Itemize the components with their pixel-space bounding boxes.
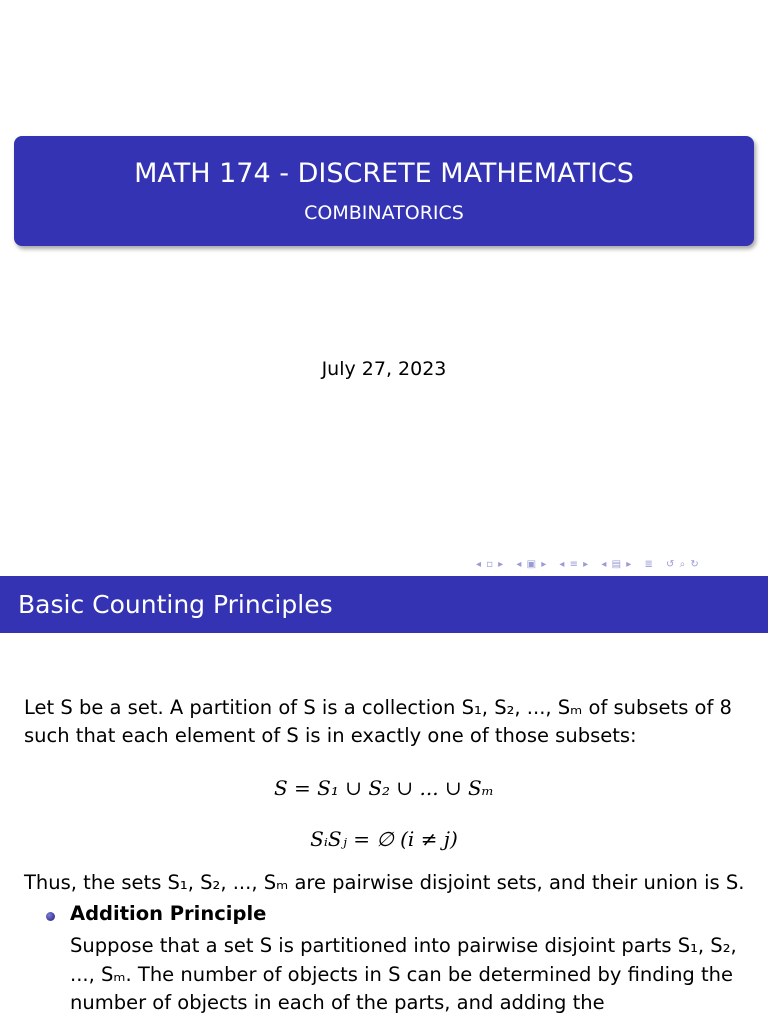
nav-section-icon[interactable]: ◂ ▤ ▸	[601, 559, 633, 570]
disjoint-equation: SᵢSⱼ = ∅ (i ≠ j)	[310, 827, 458, 851]
bullet-icon	[46, 912, 55, 921]
intro-line-2: such that each element of S is in exactly one of those subsets:	[24, 724, 637, 747]
nav-prev-icon[interactable]: ◂ ▫ ▸	[476, 559, 505, 570]
beamer-navigation	[476, 559, 766, 575]
nav-frame-icon[interactable]: ◂ ▣ ▸	[516, 559, 548, 570]
topic-subtitle: COMBINATORICS	[304, 202, 464, 224]
addition-principle-text: Suppose that a set S is partitioned into pairwise disjoint parts S₁, S₂, ..., Sₘ. The number of objects in S can be determined by finding the number of objects in each of the parts, and adding the	[70, 934, 737, 1014]
partition-equation: S = S₁ ∪ S₂ ∪ ... ∪ Sₘ	[273, 776, 495, 800]
course-title: MATH 174 - DISCRETE MATHEMATICS	[134, 158, 634, 189]
title-box	[14, 136, 754, 246]
addition-principle-heading: Addition Principle	[70, 902, 267, 925]
frame-title-bar	[0, 576, 768, 633]
nav-subsection-icon[interactable]: ◂ ≡ ▸	[559, 559, 590, 570]
nav-align-icon[interactable]: ≣	[644, 559, 654, 570]
presentation-date: July 27, 2023	[321, 358, 447, 380]
thus-line: Thus, the sets S₁, S₂, ..., Sₘ are pairwise disjoint sets, and their union is S.	[24, 871, 745, 894]
intro-line-1: Let S be a set. A partition of S is a collection S₁, S₂, ..., Sₘ of subsets of 8	[24, 696, 732, 719]
frame-title: Basic Counting Principles	[18, 590, 333, 619]
nav-search-icon[interactable]: ↺ ⌕ ↻	[666, 559, 700, 570]
